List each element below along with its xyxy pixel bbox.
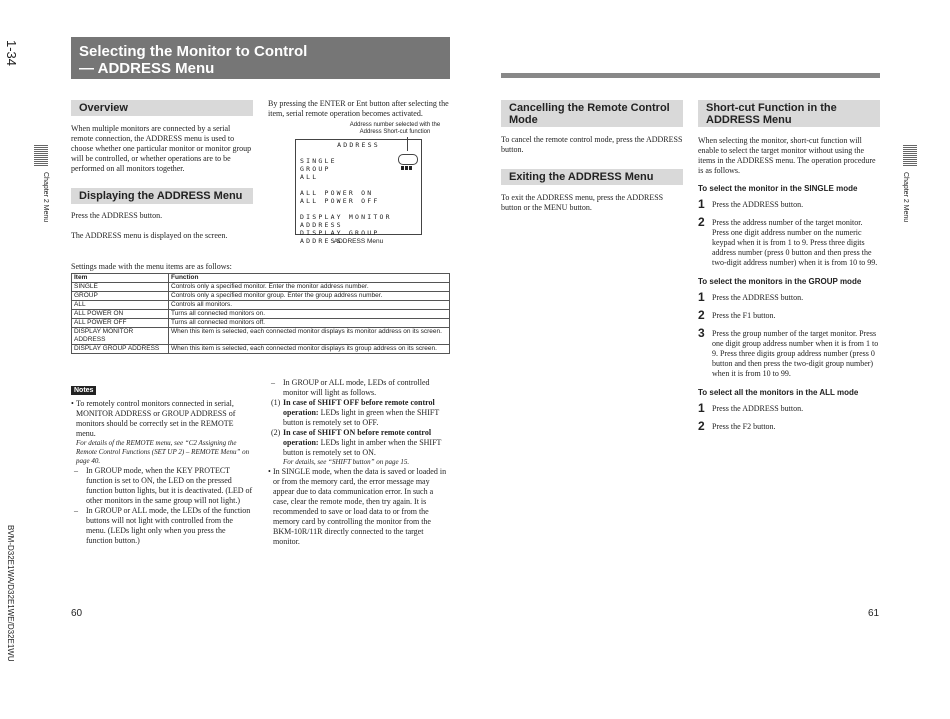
displaying-p2: The ADDRESS menu is displayed on the screen. <box>71 231 228 240</box>
step-text: Press the address number of the target monitor. Press one digit address number on the numeric keypad when it is from 1 to 9. Press three digits address number (press 0 button and then press the two-digit address number) when it is from 10 to 99. <box>712 218 878 267</box>
screen-line-display-group: DISPLAY GROUP ADDRESS <box>300 229 380 245</box>
address-number-block <box>401 166 413 170</box>
table-cell: ALL POWER ON <box>72 310 169 319</box>
note-bullet-2: • In SINGLE mode, when the data is saved or loaded in or from the memory card, the error message may appear due to data communication error. In such a case, clear the remote mode, then try again. It is recommended to save or load data to or from the memory card by controlling the monitor from the BKM-10R/11R directly connected to the target monitor. <box>268 467 450 547</box>
note-ref-shift: For details, see “SHIFT button” on page 15. <box>283 458 410 466</box>
address-number-highlight <box>398 154 418 165</box>
model-label: BVM-D32E1WA/D32E1WE/D32E1WU <box>6 525 15 662</box>
note-bullet-2-text: In SINGLE mode, when the data is saved or loaded in or from the memory card, the error message may appear due to data communication error. In such a case, clear the remote mode, then try again. It is recommended to save or load data to or from the memory card by controlling the monitor from the BKM-10R/11R directly connected to the target monitor. <box>273 467 447 546</box>
group-step-2 <box>698 309 880 321</box>
note-dash-1-text: In GROUP mode, when the KEY PROTECT function is set to ON, the LED on the pressed function button lights, but it is deactivated. (LED of other monitors in the same group will not light.) <box>86 466 253 505</box>
step-number: 2 <box>698 215 705 229</box>
displaying-heading: Displaying the ADDRESS Menu <box>71 188 253 204</box>
table-cell: When this item is selected, each connected monitor displays its group address on its screen. <box>169 345 450 354</box>
exiting-heading: Exiting the ADDRESS Menu <box>501 169 683 185</box>
table-cell: DISPLAY MONITOR ADDRESS <box>72 328 169 345</box>
notes-col-2 <box>268 378 450 547</box>
title-line-1: Selecting the Monitor to Control <box>79 43 308 60</box>
table-row <box>72 345 450 354</box>
single-step-1 <box>698 198 880 210</box>
table-row <box>72 292 450 301</box>
note-dash-3-text: In GROUP or ALL mode, LEDs of controlled monitor will light as follows. <box>283 378 430 397</box>
overview-text: When multiple monitors are connected by a serial remote connection, the ADDRESS menu is used to choose whether one particular monitor or monitor group will be controlled, or whether operations are to be performed on all monitors together. <box>71 124 252 173</box>
table-row <box>72 328 450 345</box>
table-row <box>72 319 450 328</box>
step-number: 1 <box>698 197 705 211</box>
single-step-2 <box>698 216 880 268</box>
screen-line-all-power-on: ALL POWER ON <box>300 189 374 197</box>
title-line-2: — ADDRESS Menu <box>79 60 215 77</box>
group-step-1 <box>698 291 880 303</box>
annotation-line-1: Address number selected with the <box>349 122 441 128</box>
table-cell: Controls only a specified monitor group. Enter the group address number. <box>169 292 450 301</box>
step-number: 2 <box>698 419 705 433</box>
screen-title: ADDRESS <box>337 141 380 149</box>
table-cell: Controls only a specified monitor. Enter the monitor address number. <box>169 283 450 292</box>
all-step-2 <box>698 420 880 432</box>
step-number: 3 <box>698 326 705 340</box>
table-cell: ALL POWER OFF <box>72 319 169 328</box>
shortcut-heading: Short-cut Function in the ADDRESS Menu <box>698 100 880 127</box>
table-cell: When this item is selected, each connected monitor displays its monitor address on its screen. <box>169 328 450 345</box>
note-num-2-bold: In case of SHIFT ON before remote control operation: <box>283 428 432 447</box>
screen-annotation <box>340 122 450 136</box>
displaying-p1: Press the ADDRESS button. <box>71 211 163 220</box>
note-num-2-rest: LEDs light in amber when the SHIFT button is remotely set to ON. <box>283 438 442 457</box>
step-number: 2 <box>698 308 705 322</box>
cancelling-text: To cancel the remote control mode, press the ADDRESS button. <box>501 135 683 154</box>
page-title <box>71 37 450 79</box>
table-cell: DISPLAY GROUP ADDRESS <box>72 345 169 354</box>
all-mode-heading: To select all the monitors in the ALL mode <box>698 388 859 397</box>
shortcut-column <box>698 136 880 432</box>
table-header-function: Function <box>169 274 450 283</box>
step-text: Press the ADDRESS button. <box>712 200 804 209</box>
shortcut-intro: When selecting the monitor, short-cut function will enable to select the target monitor without using the items in the ADDRESS menu. The operation procedure is as follows. <box>698 136 876 175</box>
note-dash-2: – In GROUP or ALL mode, the LEDs of the function buttons will not light with controlled from the menu. (LEDs light only when you press the function button.) <box>74 506 253 546</box>
step-text: Press the F1 button. <box>712 311 776 320</box>
chapter-label-right: Chapter 2 Menu <box>902 172 909 223</box>
step-number: 1 <box>698 401 705 415</box>
overview-heading: Overview <box>71 100 253 116</box>
screen-line-all-power-off: ALL POWER OFF <box>300 197 380 205</box>
top-rule <box>501 73 880 78</box>
page-number-left: 60 <box>71 608 83 619</box>
note-num-1-rest: LEDs light in green when the SHIFT button is remotely set to OFF. <box>283 408 440 427</box>
step-text: Press the ADDRESS button. <box>712 404 804 413</box>
chapter-label-left: Chapter 2 Menu <box>42 172 49 223</box>
step-text: Press the F2 button. <box>712 422 776 431</box>
step-text: Press the ADDRESS button. <box>712 293 804 302</box>
note-ref-remote: For details of the REMOTE menu, see “C2 Assigning the Remote Control Functions (SET UP 2) – REMOTE Menu” on page 40. <box>76 439 250 465</box>
chapter-tab-left <box>34 145 48 167</box>
table-row <box>72 310 450 319</box>
note-dash-1: – In GROUP mode, when the KEY PROTECT function is set to ON, the LED on the pressed function button lights, but it is deactivated. (LED of other monitors in the same group will not light.) <box>74 466 253 505</box>
page-number-right: 61 <box>868 608 880 619</box>
table-header-item: Item <box>72 274 169 283</box>
notes-col-1 <box>71 379 253 546</box>
note-bullet-1-text: To remotely control monitors connected in serial, MONITOR ADDRESS or GROUP ADDRESS of monitors should be correctly set in the REMOTE menu. <box>76 399 236 438</box>
group-mode-heading: To select the monitors in the GROUP mode <box>698 277 862 286</box>
all-step-1 <box>698 402 880 414</box>
single-mode-heading: To select the monitor in the SINGLE mode <box>698 184 858 193</box>
table-cell: SINGLE <box>72 283 169 292</box>
screen-caption: ADDRESS Menu <box>333 238 384 245</box>
page-id: 1-34 <box>4 40 19 67</box>
settings-table <box>71 273 450 354</box>
screen-line-display-monitor: DISPLAY MONITOR ADDRESS <box>300 213 392 229</box>
note-num-1: (1) In case of SHIFT OFF before remote control operation: LEDs light in green when the SHIFT button is remotely set to OFF. <box>271 398 440 427</box>
note-dash-3: – In GROUP or ALL mode, LEDs of controlled monitor will light as follows. <box>271 378 450 398</box>
screen-line-group: GROUP <box>300 165 331 173</box>
step-number: 1 <box>698 290 705 304</box>
screen-line-single: SINGLE <box>300 157 337 165</box>
group-step-3 <box>698 327 880 379</box>
table-row <box>72 283 450 292</box>
table-cell: ALL <box>72 301 169 310</box>
step-text: Press the group number of the target monitor. Press one digit group address number when it is from 1 to 9. Press three digits group address number (press 0 button and then press the two-digit group number) when it is from 10 to 99. <box>712 329 879 378</box>
note-num-2: (2) In case of SHIFT ON before remote control operation: LEDs light in amber when the SHIFT button is remotely set to ON. <box>271 428 442 457</box>
table-cell: Controls all monitors. <box>169 301 450 310</box>
cancelling-heading: Cancelling the Remote Control Mode <box>501 100 683 127</box>
notes-tag: Notes <box>71 386 96 395</box>
enter-text: By pressing the ENTER or Ent button after selecting the item, serial remote operation becomes activated. <box>268 99 449 118</box>
note-num-1-bold: In case of SHIFT OFF before remote control operation: <box>283 398 435 417</box>
table-row <box>72 301 450 310</box>
screen-line-all: ALL <box>300 173 319 181</box>
note-dash-2-text: In GROUP or ALL mode, the LEDs of the function buttons will not light with controlled from the menu. (LEDs light only when you press the function button.) <box>86 506 251 545</box>
table-header-row <box>72 274 450 283</box>
table-cell: GROUP <box>72 292 169 301</box>
exiting-text: To exit the ADDRESS menu, press the ADDRESS button or the MENU button. <box>501 193 664 212</box>
table-cell: Turns all connected monitors on. <box>169 310 450 319</box>
note-bullet-1: • To remotely control monitors connected in serial, MONITOR ADDRESS or GROUP ADDRESS of monitors should be correctly set in the REMOTE menu. <box>71 399 253 439</box>
chapter-tab-right <box>903 145 917 167</box>
table-intro: Settings made with the menu items are as follows: <box>71 262 232 271</box>
table-cell: Turns all connected monitors off. <box>169 319 450 328</box>
annotation-line-2: Address Short-cut function <box>359 129 431 135</box>
